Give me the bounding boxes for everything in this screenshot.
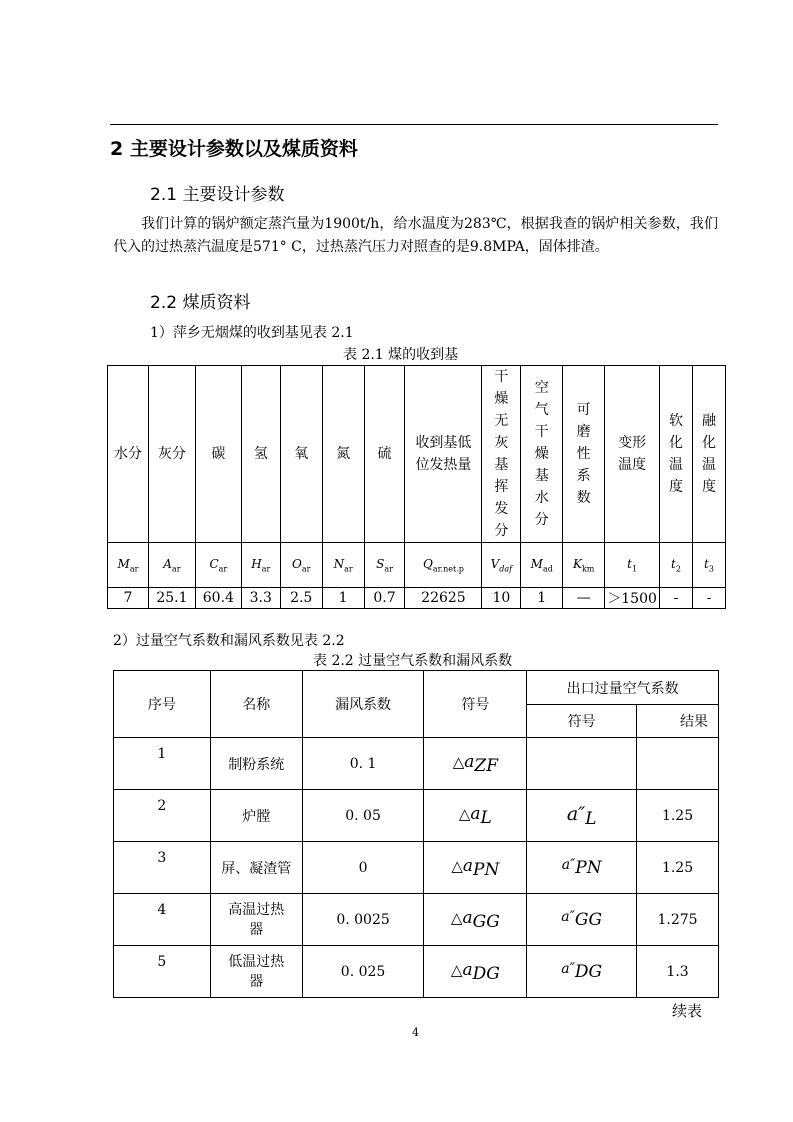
symbol-sub: 3	[708, 564, 714, 574]
header-label: 收到基低位发热量	[415, 435, 472, 473]
symbol-sub: 2	[675, 564, 681, 574]
symbol-sub: daf	[499, 564, 513, 574]
table1-header-cell	[521, 366, 563, 543]
header-label: 空气干燥基水分	[534, 380, 549, 528]
header-label: 碳	[211, 446, 226, 462]
excess-air-table	[113, 670, 719, 998]
header-label: 可磨性系数	[576, 402, 591, 506]
section-heading-2-2: 2.2 煤质资料	[150, 293, 251, 313]
row-leak: 0. 05	[302, 790, 424, 842]
row-index: 5	[114, 946, 211, 998]
symbol-cell	[521, 543, 563, 588]
row-leak: 0. 025	[302, 946, 424, 998]
row-outlet-symbol	[527, 946, 637, 998]
header-label: 硫	[377, 446, 392, 462]
table1-symbol-row	[108, 543, 726, 588]
alpha-symbol: a	[462, 855, 474, 876]
symbol-main: N	[333, 556, 345, 571]
header-label: 水分	[113, 446, 142, 462]
row-name	[210, 894, 302, 946]
table1-header-cell	[148, 366, 195, 543]
table1-value-row	[108, 588, 726, 609]
header-leak: 漏风系数	[302, 671, 424, 738]
symbol-sub: ar	[129, 564, 139, 574]
row-symbol	[424, 790, 527, 842]
alpha-symbol: a	[464, 751, 475, 772]
row-symbol	[424, 738, 527, 790]
header-name: 名称	[210, 671, 302, 738]
table1-header-cell	[660, 366, 693, 543]
symbol-sub: ar	[261, 564, 271, 574]
symbol-cell	[482, 543, 521, 588]
symbol-sub: ZF	[474, 755, 498, 776]
table-row	[114, 894, 719, 946]
page-number: 4	[412, 1026, 419, 1039]
symbol-sub: ar	[218, 564, 228, 574]
value-cell: 1	[521, 588, 563, 609]
triangle-icon: △	[450, 960, 463, 979]
symbol-cell	[605, 543, 660, 588]
table-row	[114, 946, 719, 998]
row-outlet-symbol	[527, 894, 637, 946]
row-result: 1.275	[637, 894, 719, 946]
chapter-heading: 2 主要设计参数以及煤质资料	[110, 138, 358, 160]
value-cell: ＞1500	[605, 588, 660, 609]
symbol-sub: ar	[384, 564, 393, 574]
alpha-symbol: a″	[561, 909, 575, 926]
header-label: 干燥无灰基挥发分	[494, 369, 509, 539]
table1-header-row	[108, 366, 726, 543]
table1-header-cell	[482, 366, 521, 543]
header-label: 氮	[336, 446, 351, 462]
symbol-sub: ar	[171, 564, 181, 574]
symbol-cell	[364, 543, 405, 588]
alpha-symbol: a	[470, 803, 481, 824]
symbol-main: K	[572, 556, 582, 571]
alpha-symbol: a″	[561, 961, 575, 978]
symbol-sub: ar.net.p	[432, 564, 464, 574]
value-cell: 0.7	[364, 588, 405, 609]
table-row	[114, 790, 719, 842]
header-label: 变形温度	[618, 435, 647, 473]
row-symbol	[424, 946, 527, 998]
triangle-icon: △	[452, 752, 465, 771]
symbol-sub: GG	[574, 909, 603, 930]
row-result: 1.25	[637, 790, 719, 842]
symbol-cell	[692, 543, 725, 588]
table1-header-cell	[405, 366, 482, 543]
symbol-sub: DG	[574, 961, 603, 982]
symbol-main: S	[376, 556, 385, 571]
row-result	[637, 738, 719, 790]
symbol-cell	[280, 543, 322, 588]
symbol-sub: L	[585, 808, 597, 829]
symbol-cell	[241, 543, 280, 588]
alpha-symbol: a	[462, 959, 473, 980]
row-outlet-symbol	[527, 790, 637, 842]
header-outlet: 出口过量空气系数	[527, 671, 719, 705]
continued-label: 续表	[672, 1002, 703, 1020]
row-leak: 0. 1	[302, 738, 424, 790]
row-index: 3	[114, 842, 211, 894]
symbol-sub: GG	[472, 911, 500, 932]
triangle-icon: △	[451, 856, 463, 875]
value-cell: 1	[322, 588, 364, 609]
header-label: 软化温度	[669, 413, 683, 495]
item-2-text: 2）过量空气系数和漏风系数见表 2.2	[113, 633, 345, 649]
value-cell: 10	[482, 588, 521, 609]
symbol-main: V	[490, 556, 500, 571]
symbol-main: A	[163, 556, 172, 571]
header-label: 氢	[253, 446, 268, 462]
symbol-sub: DG	[472, 963, 500, 984]
symbol-sub: PN	[575, 857, 602, 878]
row-leak: 0. 0025	[302, 894, 424, 946]
symbol-sub: ad	[542, 564, 553, 574]
alpha-symbol: a″	[566, 802, 586, 825]
coal-composition-table	[107, 365, 726, 609]
symbol-sub: ar	[344, 564, 353, 574]
table2-caption: 表 2.2 过量空气系数和漏风系数	[313, 653, 513, 669]
table1-header-cell	[108, 366, 149, 543]
row-name	[210, 946, 302, 998]
row-name: 炉膛	[210, 790, 302, 842]
symbol-cell	[563, 543, 605, 588]
table1-header-cell	[280, 366, 322, 543]
symbol-cell	[148, 543, 195, 588]
table1-header-cell	[241, 366, 280, 543]
item-1-text: 1）萍乡无烟煤的收到基见表 2.1	[150, 325, 354, 341]
row-name-text: 高温过热器	[228, 901, 285, 938]
row-leak: 0	[302, 842, 424, 894]
symbol-cell	[660, 543, 693, 588]
row-index: 4	[114, 894, 211, 946]
symbol-main: t	[671, 556, 676, 571]
symbol-sub: 1	[631, 564, 638, 574]
symbol-sub: PN	[473, 859, 500, 880]
table1-header-cell	[322, 366, 364, 543]
header-label: 灰分	[157, 446, 186, 462]
value-cell: 2.5	[280, 588, 322, 609]
section-heading-2-1: 2.1 主要设计参数	[150, 185, 285, 205]
symbol-cell	[405, 543, 482, 588]
symbol-main: Q	[423, 556, 433, 571]
row-symbol	[424, 842, 527, 894]
table-row	[114, 842, 719, 894]
triangle-icon: △	[458, 804, 471, 823]
table1-header-cell	[605, 366, 660, 543]
row-name: 屏、凝渣管	[210, 842, 302, 894]
table1-header-cell	[692, 366, 725, 543]
value-cell: 3.3	[241, 588, 280, 609]
symbol-main: t	[627, 556, 632, 571]
header-label: 融化温度	[701, 413, 716, 495]
symbol-sub: ar	[301, 564, 311, 574]
symbol-cell	[195, 543, 241, 588]
symbol-sub: km	[581, 564, 595, 574]
table-row	[114, 738, 719, 790]
symbol-main: M	[530, 556, 543, 571]
header-rule	[110, 124, 718, 125]
symbol-cell	[108, 543, 149, 588]
row-outlet-symbol	[527, 738, 637, 790]
header-symbol: 符号	[424, 671, 527, 738]
symbol-main: O	[291, 556, 302, 571]
value-cell: -	[692, 588, 725, 609]
value-cell: -	[660, 588, 693, 609]
value-cell: 7	[108, 588, 149, 609]
row-index: 1	[114, 738, 211, 790]
value-cell: 25.1	[148, 588, 195, 609]
header-outlet-result: 结果	[637, 705, 719, 738]
table1-caption: 表 2.1 煤的收到基	[343, 347, 459, 363]
value-cell: 60.4	[195, 588, 241, 609]
symbol-main: M	[117, 556, 130, 571]
row-outlet-symbol	[527, 842, 637, 894]
alpha-symbol: a″	[561, 857, 576, 874]
symbol-main: t	[704, 556, 709, 571]
alpha-symbol: a	[462, 907, 473, 928]
table2-header-row	[114, 671, 719, 705]
header-index: 序号	[114, 671, 211, 738]
table1-header-cell	[563, 366, 605, 543]
symbol-cell	[322, 543, 364, 588]
value-cell: 22625	[405, 588, 482, 609]
header-label: 氧	[294, 446, 309, 462]
symbol-main: C	[209, 556, 219, 571]
triangle-icon: △	[450, 908, 463, 927]
symbol-sub: L	[480, 807, 492, 828]
row-index: 2	[114, 790, 211, 842]
row-name-text: 低温过热器	[228, 953, 285, 990]
row-symbol	[424, 894, 527, 946]
row-result: 1.3	[637, 946, 719, 998]
row-name: 制粉系统	[210, 738, 302, 790]
table1-header-cell	[195, 366, 241, 543]
value-cell: —	[563, 588, 605, 609]
table1-header-cell	[364, 366, 405, 543]
header-outlet-symbol: 符号	[527, 705, 637, 738]
design-parameters-paragraph: 我们计算的锅炉额定蒸汽量为1900t/h，给水温度为283℃，根据我查的锅炉相关参数，我们代入的过热蒸汽温度是571° C，过热蒸汽压力对照查的是9.8MPA，固体排渣。	[113, 216, 718, 255]
symbol-main: H	[251, 556, 262, 571]
row-result: 1.25	[637, 842, 719, 894]
